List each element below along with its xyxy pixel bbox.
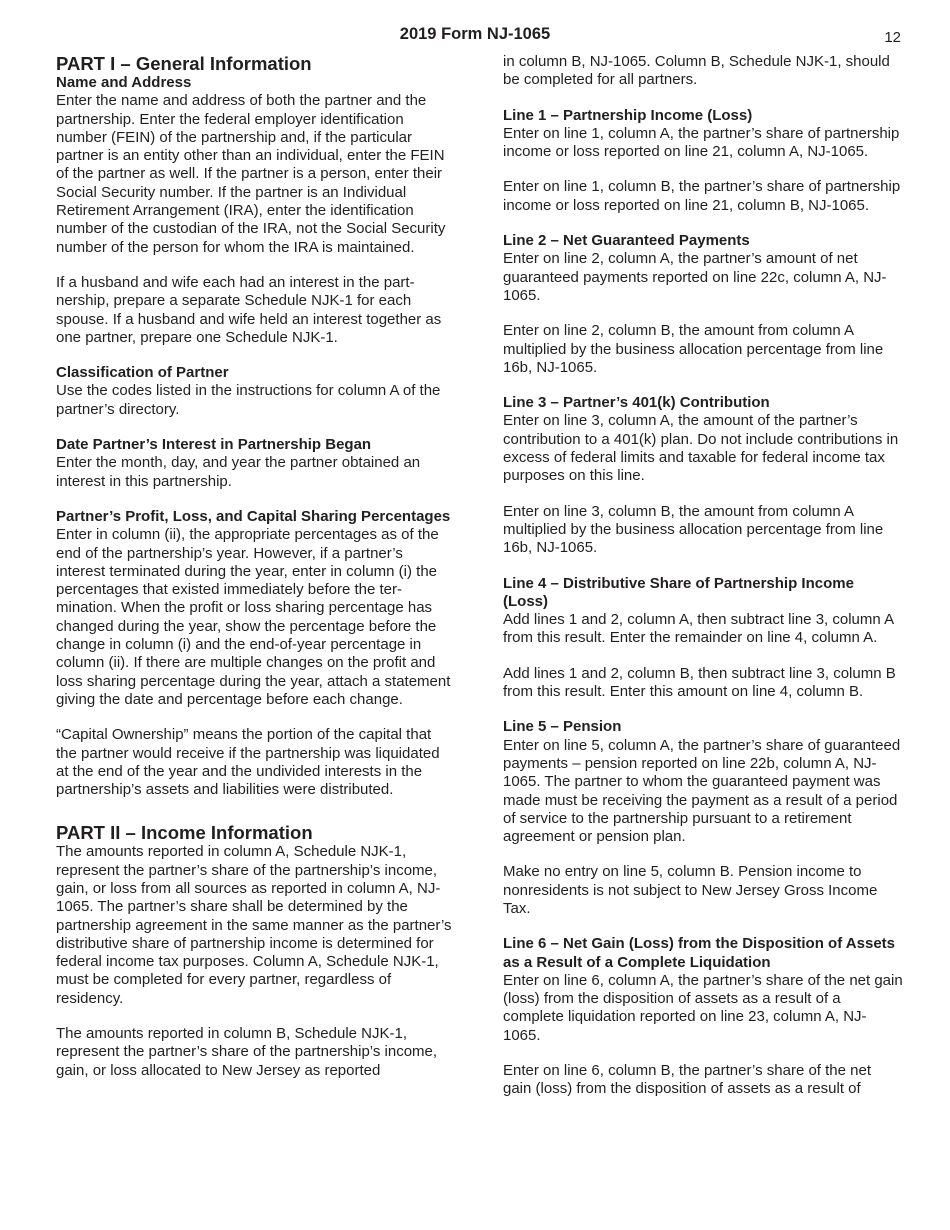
part-2-heading: PART II – Income Information — [56, 822, 313, 844]
part-2-paragraph-2: The amounts reported in column B, Schedule NJK-1, represent the partner’s share of the partnership’s income, gain, or loss allocated to New Jersey as reported — [56, 1025, 438, 1079]
page-number: 12 — [884, 29, 901, 46]
sharing-paragraph-1: Enter in column (ii), the appropriate percentages as of the end of the partnership’s year. However, if a partner’s interest terminated during the year, enter in column (i) the percentages that existed immediately before the termination. When the profit or loss sharing percentage has changed during the year, show the percentage before the change in column (i) and the end-of-year percentage in column (ii). If there are multiple changes on the profit and loss sharing percentage during the year, attach a statement giving the date and percentage before each change. — [56, 526, 451, 708]
classification-paragraph: Use the codes listed in the instructions for column A of the partner’s directory. — [56, 382, 441, 418]
line-4-paragraph-2: Add lines 1 and 2, column B, then subtract line 3, column B from this result. Enter this amount on line 4, column B. — [503, 664, 896, 701]
line-3-heading: Line 3 – Partner’s 401(k) Contribution — [503, 394, 770, 412]
line-2-paragraph-2: Enter on line 2, column B, the amount from column A multiplied by the business allocation percentage from line 16b, NJ-1065. — [503, 322, 884, 376]
line-1-paragraph-2: Enter on line 1, column B, the partner’s share of partnership income or loss reported on line 21, column B, NJ-1065. — [503, 178, 901, 214]
line-5-paragraph-2: Make no entry on line 5, column B. Pension income to nonresidents is not subject to New Jersey Gross Income Tax. — [503, 863, 878, 917]
line-2-paragraph-1: Enter on line 2, column A, the partner’s amount of net guaranteed payments reported on line 22c, column A, NJ-1065. — [503, 250, 887, 304]
line-5-heading: Line 5 – Pension — [503, 718, 622, 736]
part-2-paragraph-2-continued: in column B, NJ-1065. Column B, Schedule NJK-1, should be completed for all partners. — [503, 53, 890, 89]
sharing-percentages-heading: Partner’s Profit, Loss, and Capital Sharing Percentages — [56, 507, 451, 525]
line-1-paragraph-1: Enter on line 1, column A, the partner’s share of partnership income or loss reported on line 21, column A, NJ-1065. — [503, 124, 900, 161]
left-column — [56, 53, 456, 1080]
date-interest-paragraph: Enter the month, day, and year the partner obtained an interest in this partnership. — [56, 454, 421, 490]
date-interest-heading: Date Partner’s Interest in Partnership Began — [56, 436, 372, 454]
name-address-paragraph-1: Enter the name and address of both the partner and the partnership. Enter the federal employer identification number (FEIN) of the partnership and, if the particular partner is an entity other than an individual, enter the FEIN of the partner as well. If the partner is a person, enter their Social Security number. If the partner is an Individual Retirement Arrangement (IRA), enter the identification number of the custodian of the IRA, not the Social Security number of the person for whom the IRA is maintained. — [56, 92, 446, 256]
name-address-paragraph-2: If a husband and wife each had an interest in the partnership, prepare a separate Schedule NJK-1 for each spouse. If a husband and wife held an interest together as one partner, prepare one Schedule NJK-1. — [56, 273, 442, 346]
line-2-heading: Line 2 – Net Guaranteed Payments — [503, 232, 750, 250]
line-6-heading: Line 6 – Net Gain (Loss) from the Disposition of Assets as a Result of a Complete Liquidation — [503, 935, 895, 971]
classification-heading: Classification of Partner — [56, 364, 229, 382]
line-5-paragraph-1: Enter on line 5, column A, the partner’s share of guaranteed payments – pension reported on line 22b, column A, NJ-1065. The partner to whom the guaranteed payment was made must be receiving the payment as a result of a period of service to the partnership pursuant to a retirement agreement or pension plan. — [503, 736, 901, 846]
name-address-heading: Name and Address — [56, 74, 192, 91]
line-6-paragraph-1: Enter on line 6, column A, the partner’s share of the net gain (loss) from the disposition of assets as a result of a complete liquidation reported on line 23, column A, NJ-1065. — [503, 971, 903, 1044]
page-title: 2019 Form NJ-1065 — [399, 25, 551, 43]
line-3-paragraph-1: Enter on line 3, column A, the amount of the partner’s contribution to a 401(k) plan. Do not include contributions in excess of federal limits and taxable for federal income tax purposes on this line. — [503, 412, 899, 485]
line-4-heading: Line 4 – Distributive Share of Partnership Income (Loss) — [503, 574, 854, 610]
part-1-heading: PART I – General Information — [56, 53, 312, 74]
line-1-heading: Line 1 – Partnership Income (Loss) — [503, 106, 753, 124]
line-4-paragraph-1: Add lines 1 and 2, column A, then subtract line 3, column A from this result. Enter the remainder on line 4, column A. — [503, 611, 894, 647]
line-6-paragraph-2: Enter on line 6, column B, the partner’s share of the net gain (loss) from the disposition of assets as a result of — [503, 1062, 871, 1098]
right-column — [503, 53, 903, 1099]
line-3-paragraph-2: Enter on line 3, column B, the amount from column A multiplied by the business allocation percentage from line 16b, NJ-1065. — [503, 502, 884, 557]
capital-ownership-paragraph: “Capital Ownership” means the portion of the capital that the partner would receive if the partnership was liquidated at the end of the year and the undivided interests in the partnership’s assets and liabilities were distributed. — [56, 726, 440, 799]
part-2-paragraph-1: The amounts reported in column A, Schedule NJK-1, represent the partner’s share of the partnership’s income, gain, or loss from all sources as reported in column A, NJ-1065. The partner’s share shall be determined by the partnership agreement in the same manner as the partner’s distributive share of partnership income is determined for federal income tax purposes. Column A, Schedule NJK-1, must be completed for every partner, regardless of residency. — [56, 843, 452, 1007]
